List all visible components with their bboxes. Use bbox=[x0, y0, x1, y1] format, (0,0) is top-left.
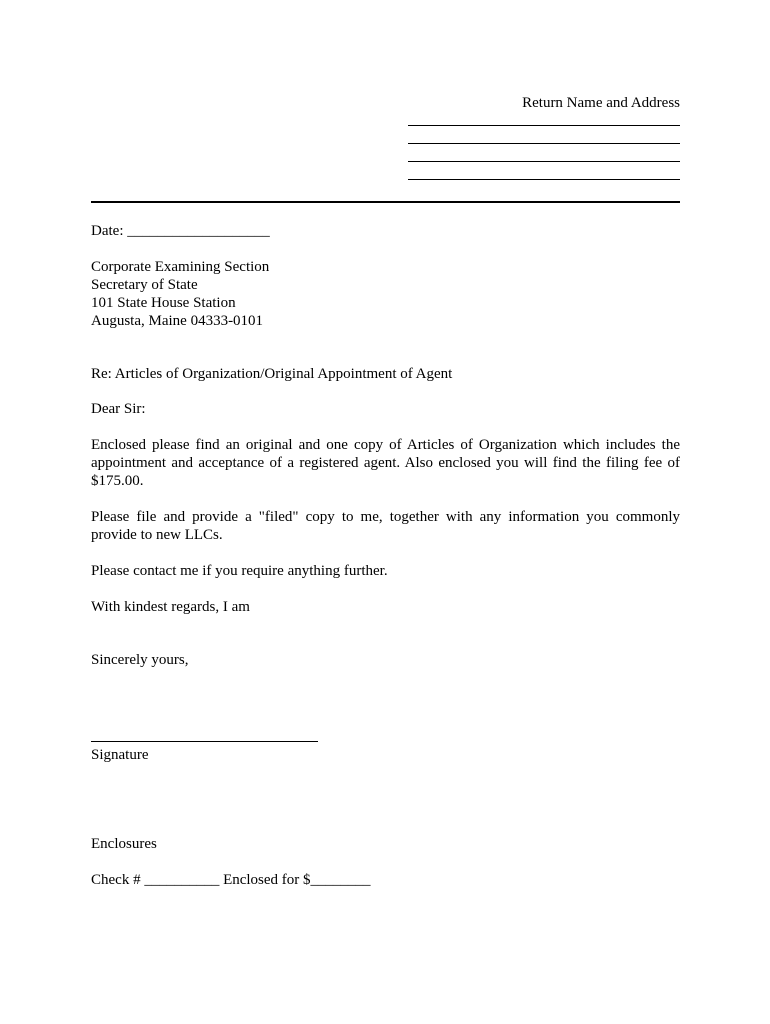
paragraph-contact: Please contact me if you require anything further. bbox=[91, 563, 388, 579]
subject-line: Re: Articles of Organization/Original Appointment of Agent bbox=[91, 366, 453, 382]
enclosures-label: Enclosures bbox=[91, 836, 157, 852]
signature-label: Signature bbox=[91, 747, 149, 763]
regards-line: With kindest regards, I am bbox=[91, 599, 250, 615]
recipient-line-4: Augusta, Maine 04333-0101 bbox=[91, 313, 264, 329]
letter-body bbox=[91, 222, 680, 889]
return-address-line-2[interactable] bbox=[408, 143, 680, 144]
date-field[interactable]: Date: ___________________ bbox=[91, 223, 270, 239]
recipient-address bbox=[91, 258, 680, 330]
recipient-line-1: Corporate Examining Section bbox=[91, 259, 270, 275]
return-address-line-3[interactable] bbox=[408, 161, 680, 162]
return-address-title: Return Name and Address bbox=[522, 95, 680, 111]
header-divider bbox=[91, 201, 680, 203]
return-address-block bbox=[408, 94, 680, 180]
return-address-line-1[interactable] bbox=[408, 125, 680, 126]
paragraph-enclosed: Enclosed please find an original and one copy of Articles of Organization which includes the appointment and acceptance of a registered agent. Also enclosed you will find the filing fee of $175.00. bbox=[91, 437, 680, 489]
paragraph-file-request: Please file and provide a "filed" copy to me, together with any information you commonly provide to new LLCs. bbox=[91, 509, 680, 543]
check-line[interactable]: Check # __________ Enclosed for $________ bbox=[91, 872, 371, 888]
closing: Sincerely yours, bbox=[91, 652, 189, 668]
signature-line[interactable] bbox=[91, 741, 318, 742]
salutation: Dear Sir: bbox=[91, 401, 146, 417]
recipient-line-2: Secretary of State bbox=[91, 277, 198, 293]
recipient-line-3: 101 State House Station bbox=[91, 295, 236, 311]
return-address-line-4[interactable] bbox=[408, 179, 680, 180]
